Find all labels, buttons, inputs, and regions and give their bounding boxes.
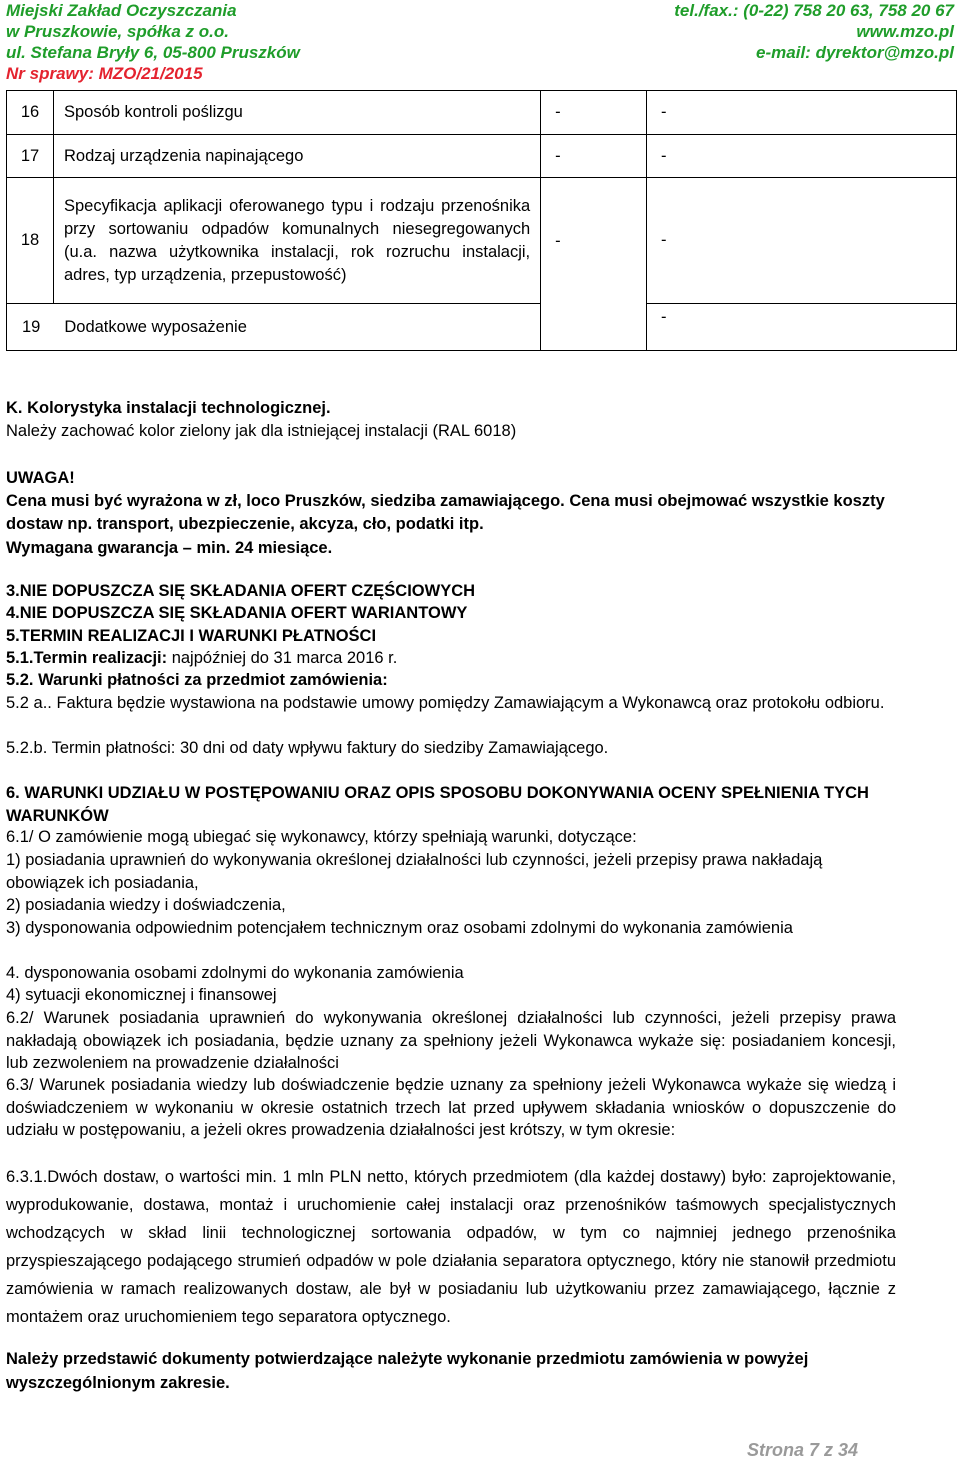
row-value-1: - [541,91,647,135]
table-row [7,135,957,178]
table-row [7,178,957,304]
section-k-text: Należy zachować kolor zielony jak dla istniejącej instalacji (RAL 6018) [6,422,517,440]
spec-table [6,90,957,351]
email-link[interactable]: e-mail: dyrektor@mzo.pl [756,43,954,62]
warranty-note: Wymagana gwarancja – min. 24 miesiące. [6,539,333,557]
section-6-1-item-4: 4. dysponowania osobami zdolnymi do wykonania zamówienia [6,964,464,982]
website-link[interactable]: www.mzo.pl [856,22,954,41]
org-name: Miejski Zakład Oczyszczania [6,1,237,20]
row-value-2: - [646,91,956,135]
section-5-1 [6,647,896,670]
phone-fax: tel./fax.: (0-22) 758 20 63, 758 20 67 [674,1,954,20]
section-6-1: 6.1/ O zamówienie mogą ubiegać się wykonawcy, którzy spełniają warunki, dotyczące: [6,828,637,846]
section-6-1-item-3: 3) dysponowania odpowiednim potencjałem technicznym oraz osobami zdolnymi do wykonania zamówienia [6,919,793,937]
org-name-line2: w Pruszkowie, spółka z o.o. [6,22,229,41]
section-6-2: 6.2/ Warunek posiadania uprawnień do wykonywania określonej działalności lub czynności, jeżeli przepisy prawa nakładają obowiązek ich posiadania, będzie uznany za spełniony jeżeli Wykonawca wykaże się: posiadaniem koncesji, lub zezwoleniem na prowadzenie działalności [6,1009,896,1072]
section-6-3: 6.3/ Warunek posiadania wiedzy lub doświadczenie będzie uznany za spełniony jeżeli Wykonawca wykaże się wiedzą i doświadczeniem w wykonaniu w okresie ostatnich trzech lat przed upływem składania wniosków o dopuszczenie do udziału w postępowaniu, a jeżeli okres prowadzenia działalności jest krótszy, w tym okresie: [6,1076,896,1139]
section-6-1-item-1: 1) posiadania uprawnień do wykonywania określonej działalności lub czynności, jeżeli przepisy prawa nakładają obowiązek ich posiadania, [6,851,823,892]
letterhead [6,0,954,84]
row-number: 18 [7,178,54,304]
row-number: 16 [7,91,54,135]
org-address: ul. Stefana Bryły 6, 05-800 Pruszków [6,43,300,62]
section-5-heading: 5.TERMIN REALIZACJI I WARUNKI PŁATNOŚCI [6,627,377,645]
final-note: Należy przedstawić dokumenty potwierdzające należyte wykonanie przedmiotu zamówienia w powyżej wyszczególnionym zakresie. [6,1350,809,1392]
section-6-3-1: 6.3.1.Dwóch dostaw, o wartości min. 1 mln PLN netto, których przedmiotem (dla każdej dostawy) było: zaprojektowanie, wyprodukowanie, dostawa, montaż i uruchomienie całej instalacji oraz przenośników taśmowych specjalistycznych wchodzących w skład linii technologicznej sortowania odpadów, w tym co najmniej jednego przenośnika przyspieszającego podającego strumień odpadów w pole działania separatora optycznego, który nie stanowił przedmiotu zamówienia w ramach realizowanych dostaw, ale był w posiadaniu lub użytkowaniu przez zamawiającego, łącznie z montażem oraz uruchomieniem tego separatora optycznego. [6,1168,896,1326]
table-row [7,304,957,351]
row-value-2: - [646,304,956,351]
section-3-heading: 3.NIE DOPUSZCZA SIĘ SKŁADANIA OFERT CZĘŚCIOWYCH [6,582,476,600]
row-name: Specyfikacja aplikacji oferowanego typu i rodzaju przenośnika przy sortowaniu odpadów komunalnych niesegregowanych (u.a. nazwa użytkownika instalacji, rok rozruchu instalacji, adres, typ urządzenia, przepustowość) [53,178,540,304]
section-5-1-label: 5.1.Termin realizacji: [6,649,168,667]
row-number: 17 [7,135,54,178]
uwaga-label: UWAGA! [6,469,75,487]
section-5-2-b: 5.2.b. Termin płatności: 30 dni od daty wpływu faktury do siedziby Zamawiającego. [6,739,609,757]
table-row [7,91,957,135]
section-6-heading: 6. WARUNKI UDZIAŁU W POSTĘPOWANIU ORAZ OPIS SPOSOBU DOKONYWANIA OCENY SPEŁNIENIA TYCH WARUNKÓW [6,784,869,825]
section-5-2-heading: 5.2. Warunki płatności za przedmiot zamówienia: [6,671,388,689]
row-name-text: Dodatkowe wyposażenie [64,317,247,336]
row-value-2: - [646,135,956,178]
section-5-2-a: 5.2 a.. Faktura będzie wystawiona na podstawie umowy pomiędzy Zamawiającym a Wykonawcą oraz protokołu odbioru. [6,694,885,712]
section-5-1-text: najpóźniej do 31 marca 2016 r. [167,649,398,667]
row-number: 19 [22,317,41,336]
section-k-title: K. Kolorystyka instalacji technologicznej. [6,399,331,417]
section-6-1-item-5: 4) sytuacji ekonomicznej i finansowej [6,986,277,1004]
row-value-1: - [541,178,647,351]
page-number: Strona 7 z 34 [746,1440,858,1460]
row-name: Rodzaj urządzenia napinającego [53,135,540,178]
row-value-1: - [541,135,647,178]
section-6-1-item-2: 2) posiadania wiedzy i doświadczenia, [6,896,286,914]
row-value-2: - [646,178,956,304]
row-name: Sposób kontroli poślizgu [53,91,540,135]
row-name [7,304,541,351]
price-note: Cena musi być wyrażona w zł, loco Pruszków, siedziba zamawiającego. Cena musi obejmować wszystkie koszty dostaw np. transport, ubezpieczenie, akcyza, cło, podatki itp. [6,492,885,533]
case-number: Nr sprawy: MZO/21/2015 [6,64,203,83]
section-4-heading: 4.NIE DOPUSZCZA SIĘ SKŁADANIA OFERT WARIANTOWY [6,604,468,622]
